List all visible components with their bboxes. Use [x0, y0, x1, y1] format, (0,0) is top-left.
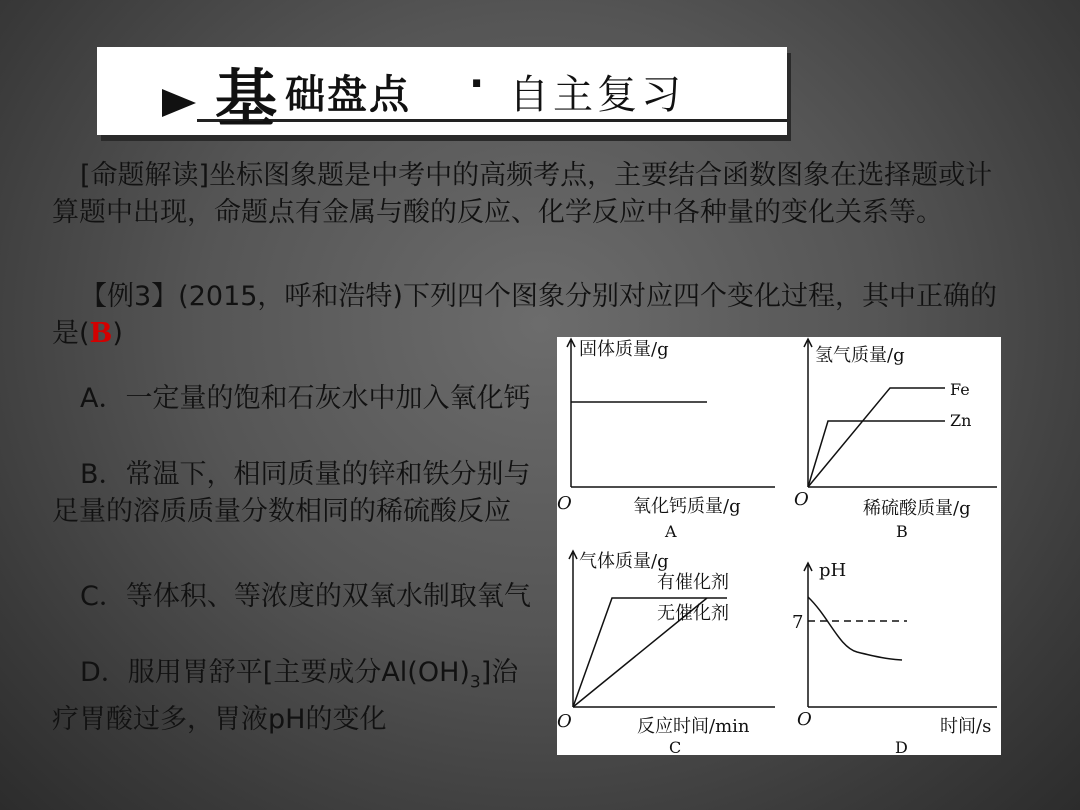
- graph-d-curve: [808, 597, 902, 660]
- option-d-text: D．服用胃舒平[主要成分Al(OH): [80, 657, 470, 688]
- graph-c: [557, 551, 775, 755]
- option-c: C．等体积、等浓度的双氧水制取氧气: [80, 581, 531, 612]
- option-d-text-end: ]治疗胃酸过多，胃液pH的变化: [52, 657, 519, 736]
- graphs-svg: [557, 337, 1001, 755]
- graph-a-xlabel: 氧化钙质量/g: [633, 496, 741, 517]
- graph-d-ylabel: pH: [819, 560, 847, 581]
- graph-b: [794, 339, 997, 541]
- title-part2: 自主复习: [509, 72, 685, 118]
- graph-b-xlabel: 稀硫酸质量/g: [863, 498, 971, 519]
- graph-c-xlabel: 反应时间/min: [637, 716, 750, 737]
- graph-d-xlabel: 时间/s: [940, 716, 992, 737]
- section-title-bar: [97, 47, 787, 135]
- option-d-subscript: 3: [469, 672, 481, 693]
- graph-c-ylabel: 气体质量/g: [579, 551, 669, 572]
- title-separator: ·: [469, 61, 485, 107]
- graph-d-tick-7: 7: [792, 612, 804, 633]
- title-first-char: 基: [215, 62, 278, 135]
- graph-b-origin: O: [794, 489, 809, 510]
- example-text: 【例3】(2015，呼和浩特)下列四个图象分别对应四个变化过程，其中正确的是(: [52, 281, 997, 349]
- graph-b-fe-line: [808, 388, 945, 487]
- graph-b-zn-line: [808, 421, 945, 487]
- graph-d-caption: D: [895, 738, 908, 755]
- graph-a-caption: A: [665, 522, 677, 541]
- graph-b-ylabel: 氢气质量/g: [815, 345, 905, 366]
- option-a: A．一定量的饱和石灰水中加入氧化钙: [80, 383, 531, 414]
- graph-c-origin: O: [557, 711, 572, 732]
- title-part1: 础盘点: [285, 72, 411, 118]
- graph-a: [557, 339, 775, 541]
- graph-c-nocatalyst-label: 无催化剂: [657, 603, 729, 624]
- graphs-panel: [557, 337, 1001, 755]
- graph-b-caption: B: [896, 522, 908, 541]
- graph-b-fe-label: Fe: [950, 380, 970, 399]
- graph-b-zn-label: Zn: [950, 411, 972, 430]
- graph-d: [792, 560, 997, 755]
- intro-paragraph: [命题解读]坐标图象题是中考中的高频考点，主要结合函数图象在选择题或计算题中出现，命题点有金属与酸的反应、化学反应中各种量的变化关系等。: [52, 160, 993, 228]
- option-d: [52, 654, 532, 738]
- example-close: ): [112, 318, 123, 349]
- arrow-icon: [162, 89, 196, 117]
- graph-d-origin: O: [797, 709, 812, 730]
- graph-a-ylabel: 固体质量/g: [579, 339, 669, 360]
- option-b: B．常温下，相同质量的锌和铁分别与足量的溶质质量分数相同的稀硫酸反应: [52, 459, 531, 527]
- answer-mark: B: [89, 318, 113, 349]
- graph-c-caption: C: [669, 738, 682, 755]
- graph-c-catalyst-label: 有催化剂: [657, 572, 729, 593]
- graph-a-origin: O: [557, 493, 572, 514]
